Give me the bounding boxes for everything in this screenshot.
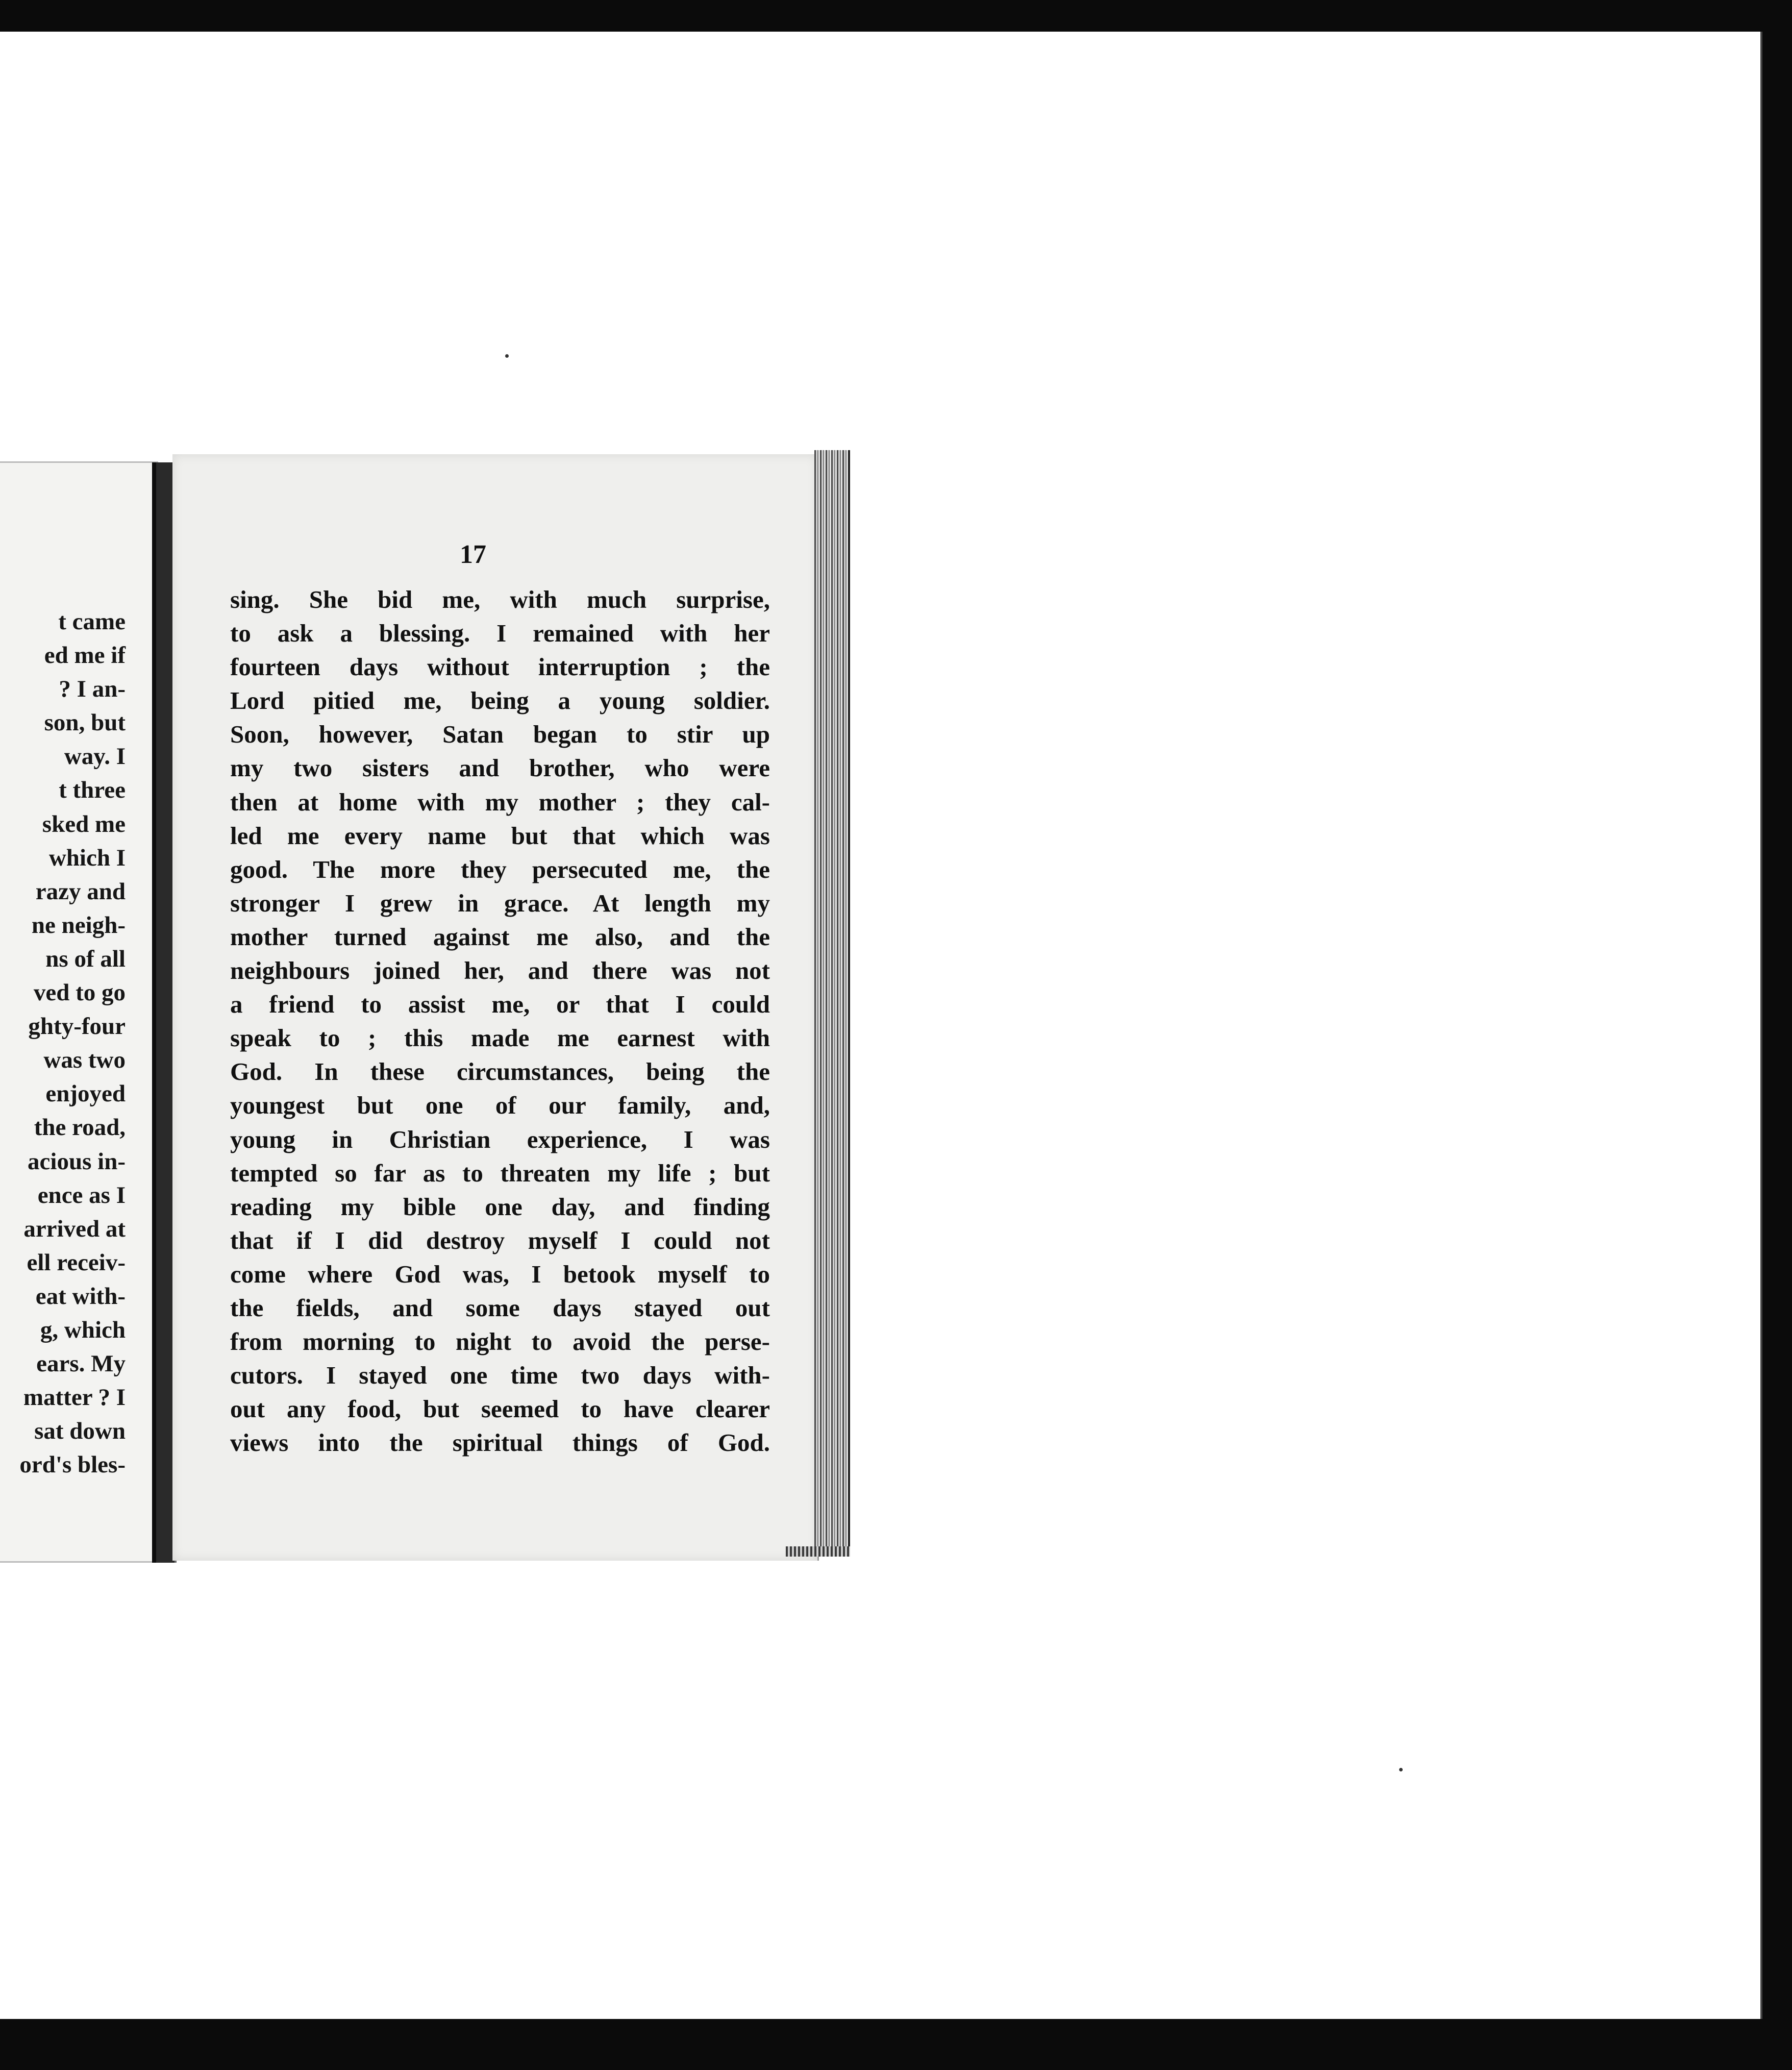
left-page-line: matter ? I	[23, 1384, 126, 1411]
left-page-line: ne neigh-	[31, 911, 126, 939]
left-page-line: ns of all	[45, 945, 126, 972]
page-number: 17	[460, 540, 486, 569]
text-line: speak to ; this made me earnest with	[230, 1024, 770, 1052]
left-page-line: razy and	[35, 878, 126, 905]
left-page-line: t three	[59, 777, 126, 804]
text-line: Lord pitied me, being a young soldier.	[230, 686, 770, 715]
left-page-line: enjoyed	[45, 1080, 126, 1107]
text-line: out any food, but seemed to have clearer	[230, 1395, 770, 1423]
text-line: youngest but one of our family, and,	[230, 1091, 770, 1120]
left-page-line: ord's bles-	[19, 1451, 126, 1478]
left-page-line: way. I	[64, 743, 126, 770]
text-line: tempted so far as to threaten my life ; but	[230, 1159, 770, 1187]
text-line: young in Christian experience, I was	[230, 1125, 770, 1153]
text-line: a friend to assist me, or that I could	[230, 990, 770, 1019]
text-line: neighbours joined her, and there was not	[230, 956, 770, 985]
page-body-text	[230, 583, 770, 1460]
left-page-line: ghty-four	[28, 1013, 126, 1040]
text-line: stronger I grew in grace. At length my	[230, 889, 770, 917]
text-line: the fields, and some days stayed out	[230, 1293, 770, 1322]
left-page-line: sked me	[42, 810, 126, 837]
left-page-line: ell receiv-	[27, 1249, 126, 1276]
text-line: to ask a blessing. I remained with her	[230, 619, 770, 648]
scan-border-bottom	[0, 2019, 1792, 2070]
page-edges	[814, 450, 850, 1547]
left-page	[0, 461, 158, 1563]
text-line: God. In these circumstances, being the	[230, 1057, 770, 1086]
left-page-line: acious in-	[28, 1148, 126, 1175]
left-page-line: the road,	[34, 1114, 126, 1141]
left-page-line: ears. My	[36, 1350, 126, 1377]
left-page-line: sat down	[34, 1418, 126, 1445]
text-line: fourteen days without interruption ; the	[230, 653, 770, 681]
right-page	[172, 454, 819, 1561]
page-edges-bottom	[786, 1546, 850, 1557]
left-page-line: t came	[58, 608, 126, 635]
text-line: good. The more they persecuted me, the	[230, 855, 770, 883]
left-page-line: arrived at	[23, 1215, 126, 1242]
dust-speck	[505, 354, 509, 358]
dust-speck	[1399, 1768, 1403, 1771]
text-line: Soon, however, Satan began to stir up	[230, 720, 770, 749]
text-line: cutors. I stayed one time two days with-	[230, 1361, 770, 1390]
left-page-line: ved to go	[33, 979, 126, 1006]
text-line: then at home with my mother ; they cal-	[230, 787, 770, 816]
scan-border-right	[1760, 0, 1792, 2070]
text-line: come where God was, I betook myself to	[230, 1260, 770, 1288]
text-line: that if I did destroy myself I could not	[230, 1226, 770, 1254]
left-page-line: son, but	[44, 709, 126, 736]
left-page-line: which I	[48, 844, 126, 871]
left-page-line: ence as I	[37, 1181, 126, 1209]
text-line: mother turned against me also, and the	[230, 922, 770, 951]
left-page-text	[19, 605, 126, 1482]
left-page-line: eat with-	[35, 1283, 126, 1310]
text-line: reading my bible one day, and finding	[230, 1192, 770, 1221]
left-page-line: ed me if	[44, 642, 126, 669]
left-page-line: was two	[43, 1047, 126, 1074]
scan-border-top	[0, 0, 1792, 32]
left-page-line: ? I an-	[59, 676, 126, 703]
text-line: my two sisters and brother, who were	[230, 754, 770, 782]
text-line: views into the spiritual things of God.	[230, 1428, 770, 1457]
text-line: sing. She bid me, with much surprise,	[230, 585, 770, 613]
text-line: from morning to night to avoid the perse-	[230, 1327, 770, 1356]
text-line: led me every name but that which was	[230, 821, 770, 850]
left-page-line: g, which	[40, 1316, 126, 1343]
